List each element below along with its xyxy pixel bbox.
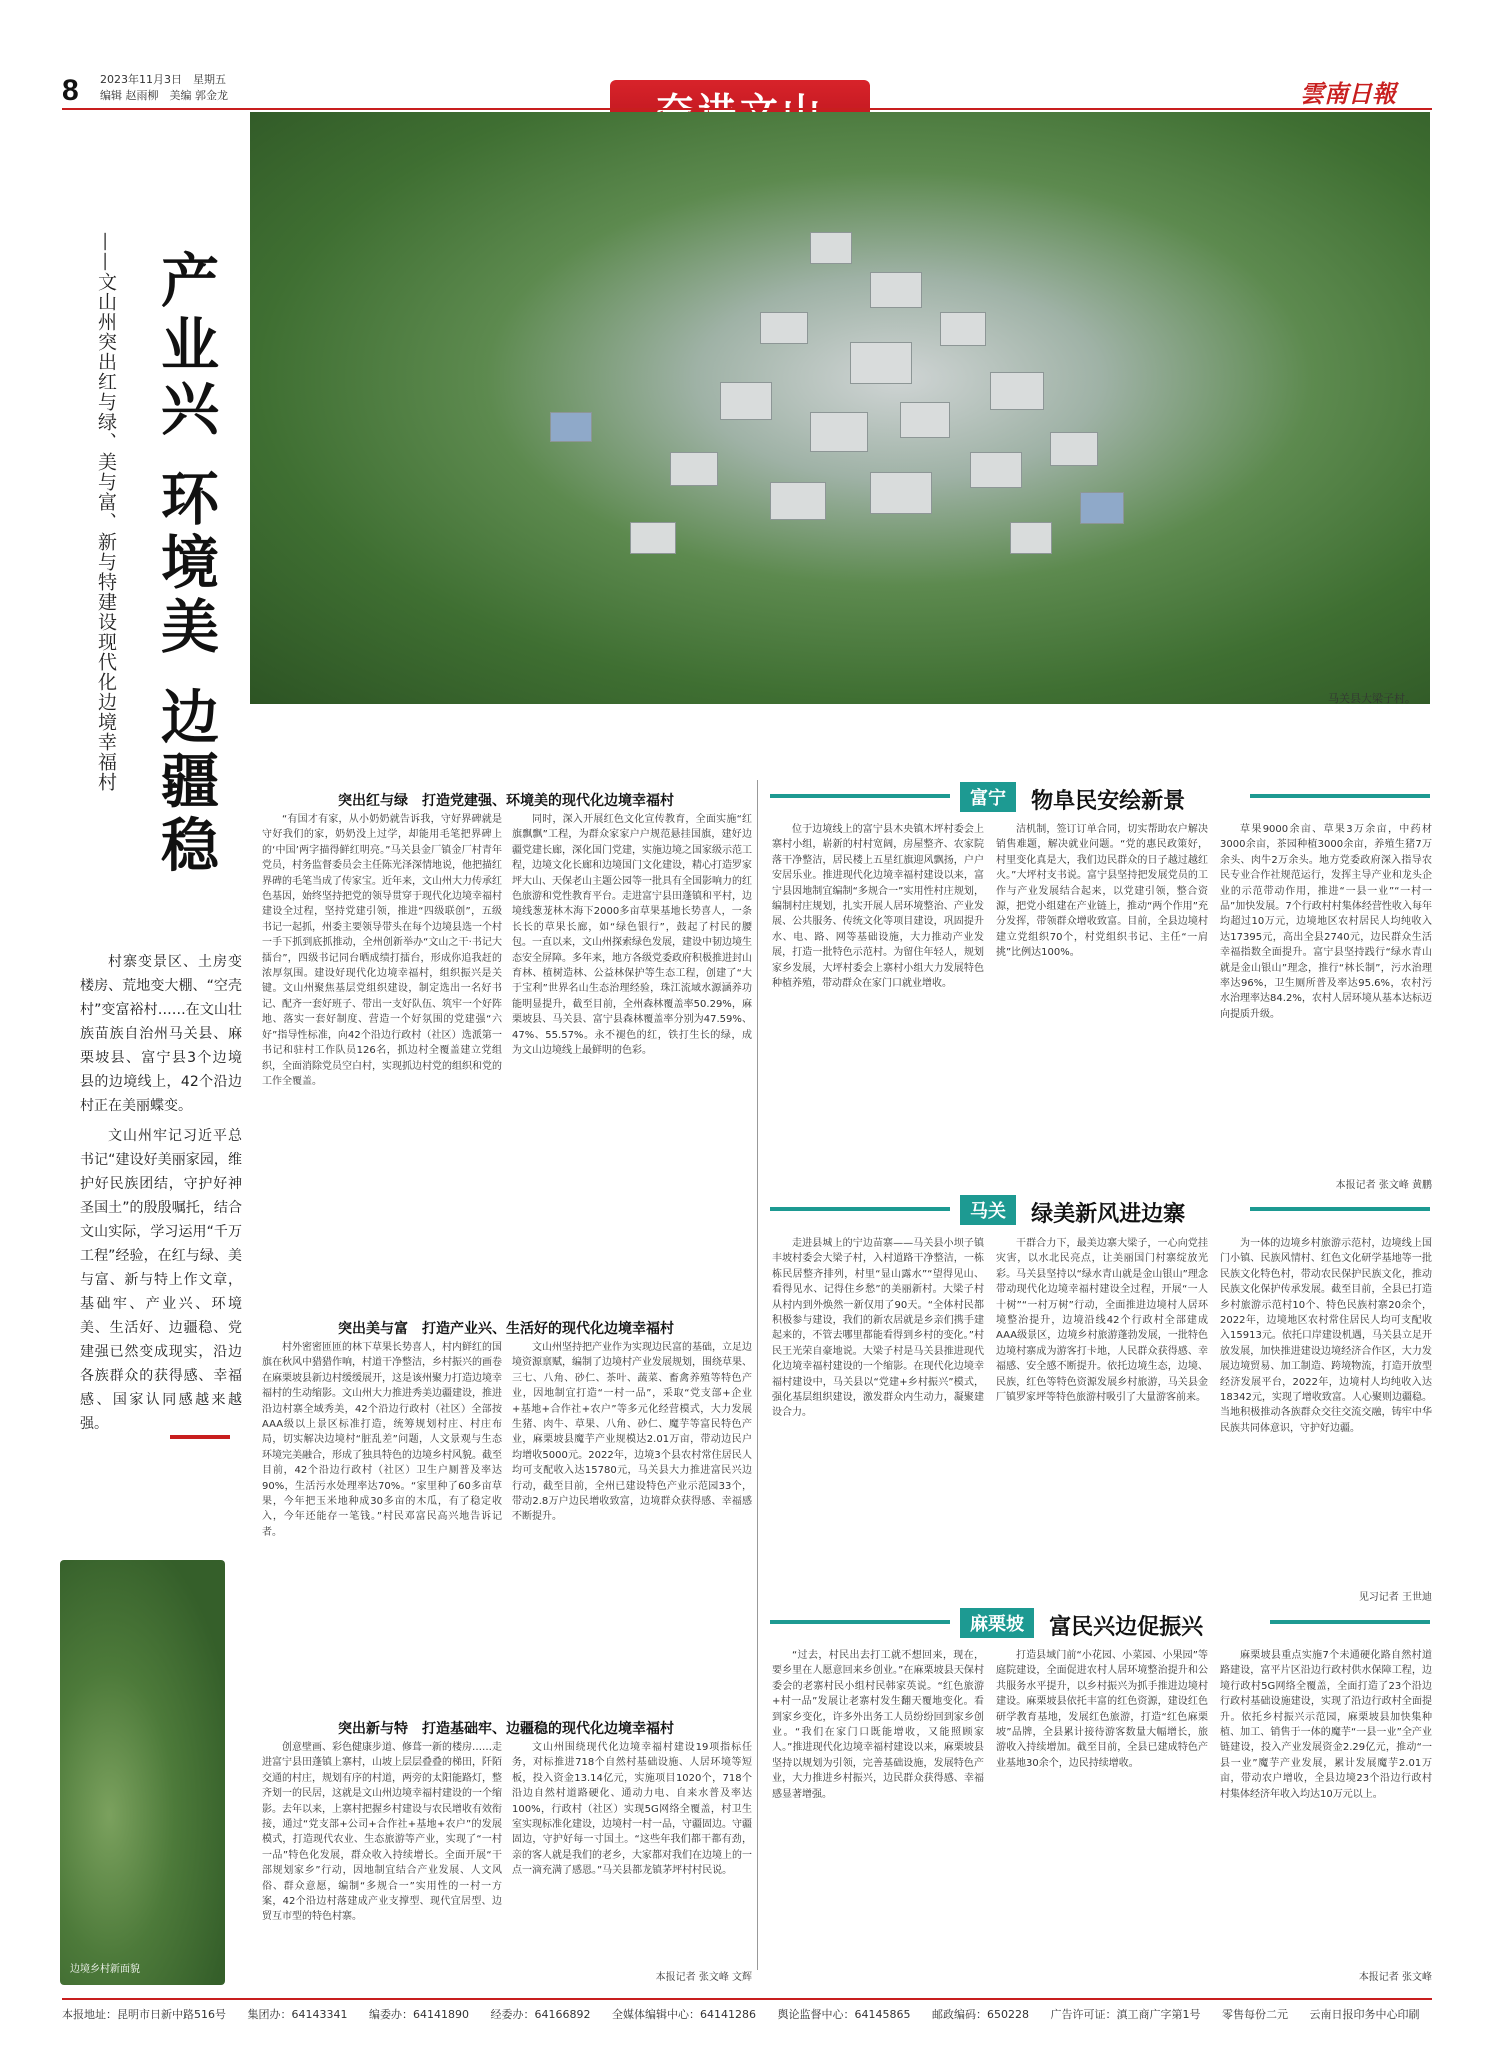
issue-date: 2023年11月3日 星期五 (100, 73, 226, 86)
header-rule (62, 108, 1432, 110)
region-title: 富民兴边促振兴 (1049, 1615, 1204, 1640)
paragraph: 文山州围绕现代化边境幸福村建设19项指标任务，对标推进718个自然村基础设施、人居环境等短板，投入资金13.14亿元，实施项目1020个，718个沿边自然村道路硬化、通动力电、自来水普及率达100%，行政村（社区）实现5G网络全覆盖，村卫生室实现标准化建设，边境村一村一品，守疆固边。守疆固边，守护好每一寸国土。“这些年我们都干都有劲，亲的客人就是我们的老乡，大家都对我们在边境上的一点一滴充满了感恩。”马关县都龙镇茅坪村村民说。 (512, 1742, 752, 1877)
section3-author: 本报记者 张文峰 文辉 (655, 1972, 752, 1983)
region-bar (1270, 1620, 1430, 1624)
malipo-column-b (996, 1648, 1208, 1978)
paragraph: 打造县域门前“小花园、小菜园、小果园”等庭院建设，全面促进农村人居环境整治提升和公共服务水平提升，以乡村振兴为抓手推进边境村建设。麻栗坡县依托丰富的红色资源，建设红色研学教育基地，发展红色旅游，打造“红色麻栗坡”品牌，全县累计接待游客数量大幅增长，旅游收入持续增加。截至目前，全县已建成特色产业基地30余个，边民持续增收。 (996, 1650, 1208, 1769)
section3-heading: 突出新与特 打造基础牢、边疆稳的现代化边境幸福村 (338, 1721, 674, 1737)
section1-column-b (512, 812, 752, 1312)
section2-heading: 突出美与富 打造产业兴、生活好的现代化边境幸福村 (338, 1321, 674, 1337)
paragraph: “过去，村民出去打工就不想回来，现在，要乡里在人愿意回来乡创业。”在麻栗坡县天保村委会的老寨村民小组村民韩家英说。“红色旅游+村一品”发展让老寨村发生翻天覆地变化。看到家乡变化，许多外出务工人员纷纷回到家乡创业。“我们在家门口既能增收，又能照顾家人。”推进现代化边境幸福村建设以来，麻栗坡县坚持以规划为引领，完善基础设施，发展特色产业，大力推进乡村振兴，边民群众获得感、幸福感显著增强。 (772, 1650, 984, 1800)
paragraph: 位于边境线上的富宁县木央镇木坪村委会上寨村小组，崭新的村村宽阔，房屋整齐、农家院落干净整洁，居民楼上五星红旗迎风飘扬，户户安居乐业。推进现代化边境幸福村建设以来，富宁县因地制宜编制“多规合一”实用性村庄规划，编制村庄规划，扎实开展人居环境整治、产业发展、公共服务、传统文化等项目建设，巩固提升水、电、路、网等基础设施，大力推动产业发展，打造一批特色示范村。为留住年轻人，规划家乡发展，大坪村委会上寨村小组大力发展特色种植养殖，带动群众在家门口就业增收。 (772, 824, 984, 990)
page-number: 8 (62, 74, 79, 107)
paragraph: “有国才有家，从小奶奶就告诉我，守好界碑就是守好我们的家，奶奶没上过学，却能用毛笔把界碑上的‘中国’两字描得鲜红明亮。”马关县金厂镇金厂村青年党员，村务监督委员会主任陈光泽深情地说，他把描红界碑的毛笔当成了传家宝。近年来，文山州大力传承红色基因，始终坚持把党的领导贯穿于现代化边境幸福村建设全过程，坚持党建引领，推进“四级联创”，五级书记一起抓，州委主要领导带头在每个边境县选一个村一手下抓到底抓推动，全州创新举办“文山之干·书记大擂台”，四级书记同台晒成绩打擂台，形成你追我赶的浓厚氛围。建设好现代化边境幸福村，组织振兴是关键。文山州聚焦基层党组织建设，制定选出一名好书记、配齐一套好班子、带出一支好队伍、筑牢一个好阵地、落实一套好制度、营造一个好氛围的党建强“六好”指导性标准，向42个沿边行政村（社区）选派第一书记和驻村工作队员126名，抓边村全覆盖建立党组织，全面消除党员空白村，实现抓边村党的组织和党的工作全覆盖。 (262, 814, 502, 1087)
issue-editors: 编辑 赵雨柳 美编 郭金龙 (100, 89, 228, 102)
region-title: 绿美新风进边寨 (1031, 1202, 1186, 1227)
region-tag: 麻栗坡 (960, 1608, 1034, 1638)
paragraph: 文山州坚持把产业作为实现边民富的基础，立足边境资源禀赋，编制了边境村产业发展规划，围绕草果、三七、八角、砂仁、茶叶、蔬菜、畜禽养殖等特色产业，因地制宜打造“一村一品”，采取“党支部+企业+基地+合作社+农户”等多元化经营模式，大力发展生猪、肉牛、草果、八角、砂仁、魔芋等富民特色产业，麻栗坡县魔芋产业规模达2.01万亩，带动边民户均增收5000元。2022年，边境3个县农村常住居民人均可支配收入达15780元，马关县大力推进富民兴边行动，截至目前，全州已建设特色产业示范园33个，带动2.8万户边民增收致富，边境群众获得感、幸福感不断提升。 (512, 1342, 752, 1523)
region-bar (770, 1207, 950, 1211)
maguan-column-a (772, 1236, 984, 1601)
headline-title: 产业兴 环境美 边疆稳 (151, 250, 219, 879)
region-tag: 马关 (960, 1195, 1016, 1225)
funing-author: 本报记者 张文峰 黄鹏 (1335, 1180, 1432, 1191)
column-divider (757, 780, 758, 1970)
malipo-author: 本报记者 张文峰 (1358, 1972, 1432, 1983)
border-village-photo (60, 1560, 225, 1985)
intro-paragraph: 文山州牢记习近平总书记“建设好美丽家园，维护好民族团结，守护好神圣国土”的殷殷嘱托，结合文山实际，学习运用“千万工程”经验，在红与绿、美与富、新与特上作文章，基础牢、产业兴、环境美、生活好、边疆稳、党建强已然变成现实，沿边各族群众的获得感、幸福感、国家认同感越来越强。 (80, 1128, 242, 1432)
paragraph: 为一体的边境乡村旅游示范村，边境线上国门小镇、民族风情村、红色文化研学基地等一批民族文化特色村，带动农民保护民族文化，推动民族文化保护传承发展。截至目前，全县已打造乡村旅游示范村10个、特色民族村寨20余个，2022年，边境地区农村常住居民人均可支配收入15913元。依托口岸建设机遇，马关县立足开放发展，加快推进建设边境经济合作区，大力发展边境贸易、加工制造、跨境物流，打造开放型经济发展平台，2022年，边境村人均纯收入达18342元，实现了增收致富。人心聚则边疆稳。当地积极推动各族群众交往交流交融，铸牢中华民族共同体意识，守护好边疆。 (1220, 1238, 1432, 1434)
paragraph: 干群合力下，最美边寨大梁子，一心向党挂灾害，以水北民亮点，让美丽国门村寨绽放光彩。马关县坚持以“绿水青山就是金山银山”理念带动现代化边境幸福村建设全过程，开展“一人十树”“一村万树”行动，全面推进边境村人居环境整治提升，边境沿线42个行政村全部建成AAA级景区，边境乡村旅游蓬勃发展，一批特色边境村寨成为游客打卡地，人民群众获得感、幸福感、安全感不断提升。依托边境生态，边境、民族，红色等特色资源发展乡村旅游，马关县金厂镇罗家坪等特色旅游村吸引了大量游客前来。 (996, 1238, 1208, 1404)
photo-caption: 马关县大梁子村。 (1328, 692, 1416, 705)
section1-heading: 突出红与绿 打造党建强、环境美的现代化边境幸福村 (338, 793, 674, 809)
region-tag: 富宁 (960, 782, 1016, 812)
funing-column-c (1220, 822, 1432, 1177)
region-bar (770, 794, 950, 798)
footer-item: 集团办：64143341 (247, 2008, 348, 2021)
footer-item: 邮政编码：650228 (932, 2008, 1029, 2021)
footer-item: 舆论监督中心：64145865 (777, 2008, 911, 2021)
region-header-maguan (960, 1195, 1430, 1225)
paragraph: 创意壁画、彩色健康步道、修葺一新的楼房……走进富宁县田蓬镇上寨村，山坡上层层叠叠的梯田，阡陌交通的村庄，规划有序的村道，两旁的太阳能路灯，整齐划一的民居，这就是文山州边境幸福村建设的一个缩影。去年以来，上寨村把握乡村建设与农民增收有效衔接，通过“党支部+公司+合作社+基地+农户”的发展模式，打造现代农业、生态旅游等产业，实现了“一村一品”特色化发展，群众收入持续增长。全面开展“干部规划家乡”行动，因地制宜结合产业发展、人文风俗、群众意愿，编制“多规合一”实用性的一村一方案，42个沿边村落建成产业支撑型、现代宜居型、边贸互市型的特色村寨。 (262, 1742, 502, 1923)
page-footer (62, 1998, 1432, 2022)
intro-paragraph: 村寨变景区、土房变楼房、荒地变大棚、“空壳村”变富裕村……在文山壮族苗族自治州马关县、麻栗坡县、富宁县3个边境县的边境线上，42个沿边村正在美丽蝶变。 (80, 954, 242, 1114)
paragraph: 走进县城上的宁边苗寨——马关县小坝子镇丰坡村委会大梁子村，入村道路干净整洁，一栋栋民居整齐排列，村里“显山露水”“望得见山、看得见水、记得住乡愁”的美丽新村。大梁子村从村内到外焕然一新仅用了90天。“全体村民都积极参与建设，我们的新农居就是乡亲们携手建起来的，不管去哪里都能看得到乡村的变化。”村民王光荣自豪地说。大梁子村是马关县推进现代化边境幸福村建设的一个缩影。在现代化边境幸福村建设中，马关县以“党建+乡村振兴”模式，强化基层组织建设，激发群众内生动力，凝聚建设合力。 (772, 1238, 984, 1419)
section3-column-b (512, 1740, 752, 1968)
red-accent-mark (170, 1435, 230, 1439)
footer-item: 经委办：64166892 (490, 2008, 591, 2021)
region-header-funing (960, 782, 1430, 812)
section2-column-a (262, 1340, 502, 1710)
maguan-column-c (1220, 1236, 1432, 1588)
headline-subtitle: ——文山州突出红与绿、美与富、新与特建设现代化边境幸福村 (95, 232, 117, 792)
village-aerial-photo (250, 112, 1430, 704)
border-photo-caption: 边境乡村新面貌 (70, 1964, 140, 1975)
region-header-malipo (960, 1608, 1430, 1638)
footer-item: 广告许可证：滇工商广字第1号 (1050, 2008, 1201, 2021)
paragraph: 洁机制，签订订单合同，切实帮助农户解决销售难题，解决就业问题。“党的惠民政策好，村里变化真是大，我们边民群众的日子越过越红火。”大坪村支书说。富宁县坚持把发展党员的工作与产业发展结合起来，以党建引领，整合资源，把党小组建在产业链上，推动“两个作用”充分发挥，带领群众增收致富。目前，全县边境村建立党组织70个，村党组织书记、主任“一肩挑”比例达100%。 (996, 824, 1208, 959)
maguan-column-b (996, 1236, 1208, 1601)
footer-item: 云南日报印务中心印刷 (1309, 2008, 1420, 2021)
paragraph: 村外密密匝匝的林下草果长势喜人，村内鲜红的国旗在秋风中猎猎作响，村道干净整洁，乡村振兴的画卷在麻栗坡县新边村缓缓展开，这是该州聚力打造边境幸福村的生动缩影。文山州大力推进秀美边疆建设，推进沿边村寨全域秀美，42个沿边行政村（社区）全部按AAA级以上景区标准打造，统筹规划村庄、村庄布局，切实解决边境村“脏乱差”问题，人文景观与生态环境完美融合，形成了独具特色的边境乡村风貌。截至目前，42个沿边行政村（社区）卫生户厕普及率达90%，生活污水处理率达70%。“家里种了60多亩草果，今年把玉米地种成30多亩的木瓜，有了稳定收入，今年还能存一笔钱。”村民邓富民高兴地告诉记者。 (262, 1342, 502, 1538)
section1-column-a (262, 812, 502, 1312)
intro-text (80, 950, 242, 1442)
funing-column-a (772, 822, 984, 1187)
malipo-column-c (1220, 1648, 1432, 1966)
malipo-column-a (772, 1648, 984, 1978)
funing-column-b (996, 822, 1208, 1187)
footer-item: 零售每份二元 (1222, 2008, 1288, 2021)
region-bar (1250, 1207, 1430, 1211)
region-bar (770, 1620, 950, 1624)
footer-item: 编委办：64141890 (369, 2008, 469, 2021)
issue-meta (100, 72, 228, 104)
section3-column-a (262, 1740, 502, 1980)
paragraph: 麻栗坡县重点实施7个未通硬化路自然村道路建设，富平片区沿边行政村供水保障工程，边境行政村5G网络全覆盖，全面打造了23个沿边行政村基础设施建设，实现了沿边行政村全面提升。依托乡村振兴示范园，麻栗坡县加快集种植、加工、销售于一体的魔芋“一县一业”全产业链建设，投入产业发展资金2.29亿元，推动“一县一业”魔芋产业发展，累计发展魔芋2.01万亩，带动农户增收，全县边境23个沿边行政村村集体经济年收入均达10万元以上。 (1220, 1650, 1432, 1800)
paper-logo: 雲南日報 (1300, 79, 1396, 108)
footer-item: 全媒体编辑中心：64141286 (612, 2008, 756, 2021)
region-bar (1250, 794, 1430, 798)
maguan-author: 见习记者 王世迪 (1358, 1592, 1432, 1603)
paragraph: 草果9000余亩、草果3万余亩，中药材3000余亩，茶园种植3000余亩，养殖生猪7万余头、肉牛2万余头。地方党委政府深入指导农民专业合作社规范运行，发挥主导产业和龙头企业的示范带动作用，推进“一县一业”“一村一品”加快发展。7个行政村村集体经营性收入每年均超过10万元，边境地区农村居民人均纯收入达17395元，高出全县2740元，边民群众生活幸福指数全面提升。富宁县坚持践行“绿水青山就是金山银山”理念，推行“林长制”，污水治理率达96%，卫生厕所普及率达95.6%，农村污水治理率达84.2%，农村人居环境从基本达标迈向提质升级。 (1220, 824, 1432, 1020)
footer-item: 本报地址：昆明市日新中路516号 (62, 2008, 226, 2021)
section2-column-b (512, 1340, 752, 1710)
paragraph: 同时，深入开展红色文化宣传教育，全面实施“红旗飘飘”工程，为群众家家户户规范悬挂国旗，建好边疆党建长廊，深化国门党建，实施边境之国家级示范工程，边境文化长廊和边境国门文化建设，精心打造罗家坪大山、天保老山主题公园等一批具有全国影响力的红色旅游和党性教育平台。走进富宁县田蓬镇和平村，边境线葱茏林木海下2000多亩草果基地长势喜人，一条长长的草果长廊，如“绿色银行”，鼓起了村民的腰包。一直以来，文山州探索绿色发展，建设中韧边境生态安全屏障。多年来，地方各级党委政府积极推进封山育林、植树造林、公益林保护等生态工程，创建了“大于宝利”世界名山生态治理经验，珠江流域水源涵养功能明显提升，截至目前，全州森林覆盖率50.29%，麻栗坡县、马关县、富宁县森林覆盖率分别为47.59%、47%、55.57%。永不褪色的红，铁打生长的绿，成为文山边境线上最鲜明的色彩。 (512, 814, 752, 1057)
region-title: 物阜民安绘新景 (1031, 789, 1186, 814)
